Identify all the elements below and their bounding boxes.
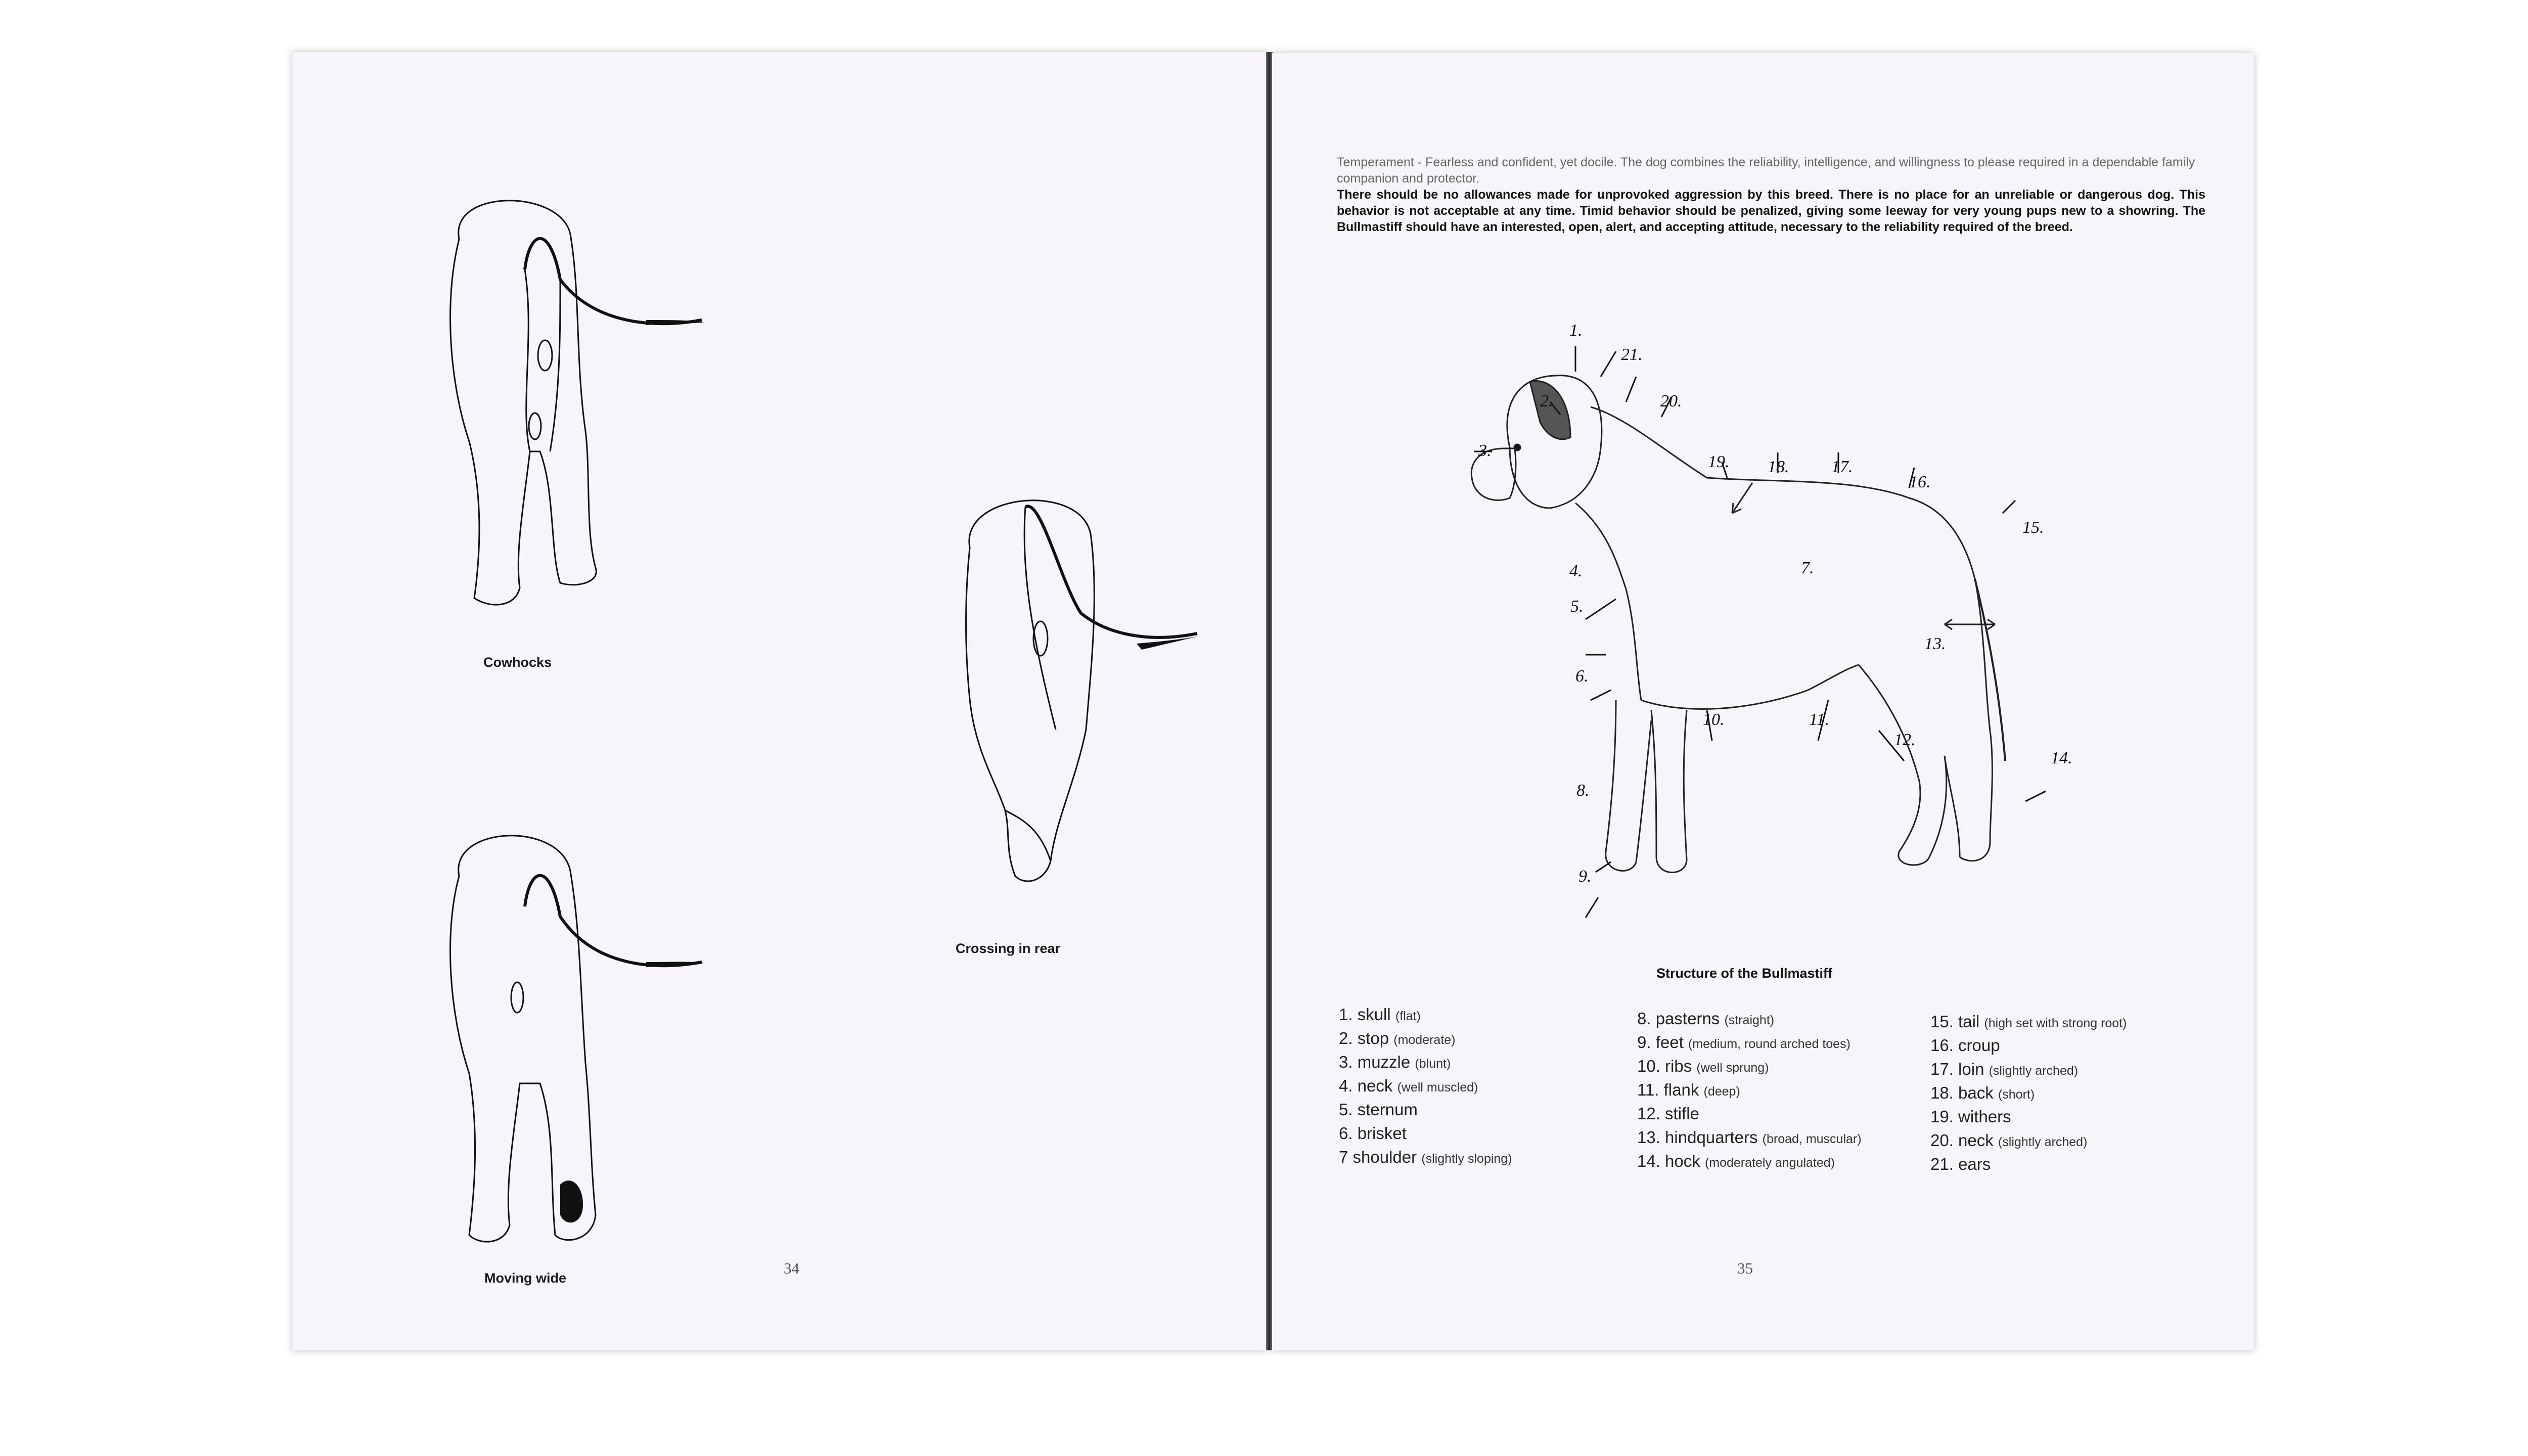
cowhocks-drawing — [409, 168, 722, 654]
legend-term: hindquarters — [1665, 1128, 1758, 1147]
legend-item — [1637, 1103, 1862, 1126]
legend-term: neck — [1357, 1076, 1393, 1095]
legend-term: shoulder — [1352, 1148, 1417, 1166]
moving-wide-drawing — [409, 800, 722, 1286]
legend-num: 8. — [1637, 1009, 1651, 1028]
legend-term: pasterns — [1655, 1009, 1720, 1028]
legend-term: withers — [1958, 1107, 2011, 1126]
legend-term: ribs — [1665, 1057, 1692, 1075]
caption-crossing-in-rear: Crossing in rear — [956, 941, 1061, 956]
legend-num: 18. — [1930, 1083, 1954, 1102]
temperament-bold: There should be no allowances made for unprovoked aggression by this breed. There is no place for an unreliable or dangerous dog. This behavior is not acceptable at any time. Timid behavior should be penalized, giving some leeway for very young pups new to a showring. The Bullmastiff should have an interested, open, alert, and accepting attitude, necessary to the reliability required of the breed. — [1337, 188, 2205, 234]
legend-num: 6. — [1339, 1124, 1353, 1143]
legend-num: 9. — [1637, 1033, 1651, 1052]
page-number-right: 35 — [1737, 1259, 1753, 1277]
callout-14: 14. — [2051, 749, 2072, 767]
legend-num: 14. — [1637, 1152, 1660, 1170]
legend-item — [1930, 1034, 2127, 1058]
legend-item — [1339, 1004, 1512, 1027]
legend-term: muzzle — [1357, 1053, 1411, 1071]
legend-item — [1637, 1150, 1862, 1174]
callout-16: 16. — [1909, 473, 1931, 491]
legend-term: loin — [1958, 1060, 1984, 1078]
legend-item — [1637, 1008, 1862, 1031]
legend-item — [1930, 1153, 2127, 1177]
legend-term: stop — [1357, 1029, 1389, 1048]
legend-note: (slightly arched) — [1998, 1135, 2088, 1149]
legend-note: (short) — [1998, 1087, 2035, 1102]
legend-note: (slightly arched) — [1989, 1064, 2079, 1078]
callout-7: 7. — [1801, 559, 1814, 577]
left-page — [292, 52, 1268, 1350]
legend-item — [1637, 1126, 1862, 1150]
callout-12: 12. — [1894, 731, 1916, 749]
caption-cowhocks: Cowhocks — [483, 655, 552, 670]
legend-note: (high set with strong root) — [1984, 1016, 2127, 1030]
legend-num: 10. — [1637, 1057, 1660, 1075]
legend-num: 19. — [1930, 1107, 1954, 1126]
callout-10: 10. — [1703, 710, 1725, 729]
legend-num: 3. — [1339, 1053, 1353, 1071]
legend-num: 17. — [1930, 1060, 1954, 1078]
legend-item — [1339, 1075, 1512, 1099]
legend-item — [1930, 1106, 2127, 1129]
callout-5: 5. — [1570, 597, 1584, 616]
callout-21: 21. — [1621, 345, 1643, 364]
legend-item — [1339, 1099, 1512, 1122]
right-page — [1272, 53, 2254, 1350]
callout-15: 15. — [2022, 518, 2044, 537]
legend-note: (slightly sloping) — [1421, 1152, 1512, 1166]
callout-6: 6. — [1575, 667, 1589, 686]
crossing-in-rear-drawing — [924, 467, 1207, 922]
legend-num: 5. — [1339, 1100, 1353, 1119]
legend-num: 1. — [1339, 1005, 1353, 1024]
legend-num: 16. — [1930, 1036, 1954, 1055]
legend-item — [1637, 1079, 1862, 1103]
legend-num: 13. — [1637, 1128, 1660, 1147]
caption-moving-wide: Moving wide — [484, 1270, 566, 1286]
bullmastiff-structure-drawing — [1424, 316, 2081, 953]
callout-8: 8. — [1576, 781, 1590, 800]
legend-item — [1339, 1146, 1512, 1170]
legend-item — [1930, 1011, 2127, 1034]
legend-column-2 — [1637, 1008, 1862, 1174]
callout-11: 11. — [1809, 710, 1829, 729]
legend-note: (straight) — [1724, 1013, 1775, 1027]
callout-1: 1. — [1569, 321, 1583, 340]
legend-num: 15. — [1930, 1012, 1954, 1031]
legend-item — [1339, 1051, 1512, 1075]
legend-term: skull — [1357, 1005, 1391, 1024]
callout-19: 19. — [1708, 452, 1730, 471]
legend-item — [1637, 1055, 1862, 1079]
legend-num: 7 — [1339, 1148, 1348, 1166]
callout-18: 18. — [1768, 458, 1789, 476]
legend-item — [1930, 1058, 2127, 1082]
legend-note: (moderately angulated) — [1704, 1156, 1835, 1170]
legend-note: (medium, round arched toes) — [1688, 1037, 1850, 1051]
legend-note: (well muscled) — [1397, 1080, 1478, 1095]
legend-note: (flat) — [1395, 1009, 1421, 1023]
legend-num: 20. — [1930, 1131, 1954, 1150]
temperament-text — [1337, 154, 2205, 235]
callout-20: 20. — [1660, 392, 1682, 411]
legend-num: 4. — [1339, 1076, 1353, 1095]
legend-num: 11. — [1637, 1080, 1659, 1099]
legend-term: hock — [1665, 1152, 1700, 1170]
legend-term: neck — [1958, 1131, 1994, 1150]
legend-column-3 — [1930, 1011, 2127, 1177]
callout-17: 17. — [1831, 458, 1853, 476]
legend-note: (moderate) — [1393, 1033, 1456, 1047]
legend-item — [1339, 1027, 1512, 1051]
legend-term: tail — [1958, 1012, 1980, 1031]
legend-term: flank — [1663, 1080, 1699, 1099]
callout-3: 3. — [1478, 441, 1492, 460]
legend-item — [1637, 1031, 1862, 1055]
legend-item — [1930, 1129, 2127, 1153]
legend-term: brisket — [1357, 1124, 1407, 1143]
figure-title: Structure of the Bullmastiff — [1656, 966, 1833, 981]
legend-item — [1930, 1082, 2127, 1106]
callout-13: 13. — [1924, 634, 1946, 653]
legend-note: (broad, muscular) — [1762, 1132, 1862, 1146]
legend-term: sternum — [1357, 1100, 1418, 1119]
callout-9: 9. — [1578, 867, 1592, 886]
legend-note: (well sprung) — [1696, 1061, 1769, 1075]
legend-note: (deep) — [1703, 1084, 1740, 1099]
legend-term: ears — [1958, 1155, 1991, 1173]
page-number-left: 34 — [784, 1259, 799, 1277]
legend-num: 12. — [1637, 1104, 1660, 1123]
legend-term: croup — [1958, 1036, 2000, 1055]
callout-2: 2. — [1540, 392, 1553, 411]
legend-column-1 — [1339, 1004, 1512, 1170]
legend-note: (blunt) — [1415, 1057, 1451, 1071]
temperament-lead: Temperament - Fearless and confident, yet docile. The dog combines the reliability, intelligence, and willingness to please required in a dependable family companion and protector. — [1337, 155, 2195, 186]
open-book — [292, 52, 2254, 1350]
legend-term: back — [1958, 1083, 1994, 1102]
legend-num: 2. — [1339, 1029, 1353, 1048]
legend-item — [1339, 1122, 1512, 1146]
legend-num: 21. — [1930, 1155, 1954, 1173]
callout-4: 4. — [1569, 562, 1583, 580]
legend-term: feet — [1655, 1033, 1684, 1052]
legend-term: stifle — [1665, 1104, 1699, 1123]
